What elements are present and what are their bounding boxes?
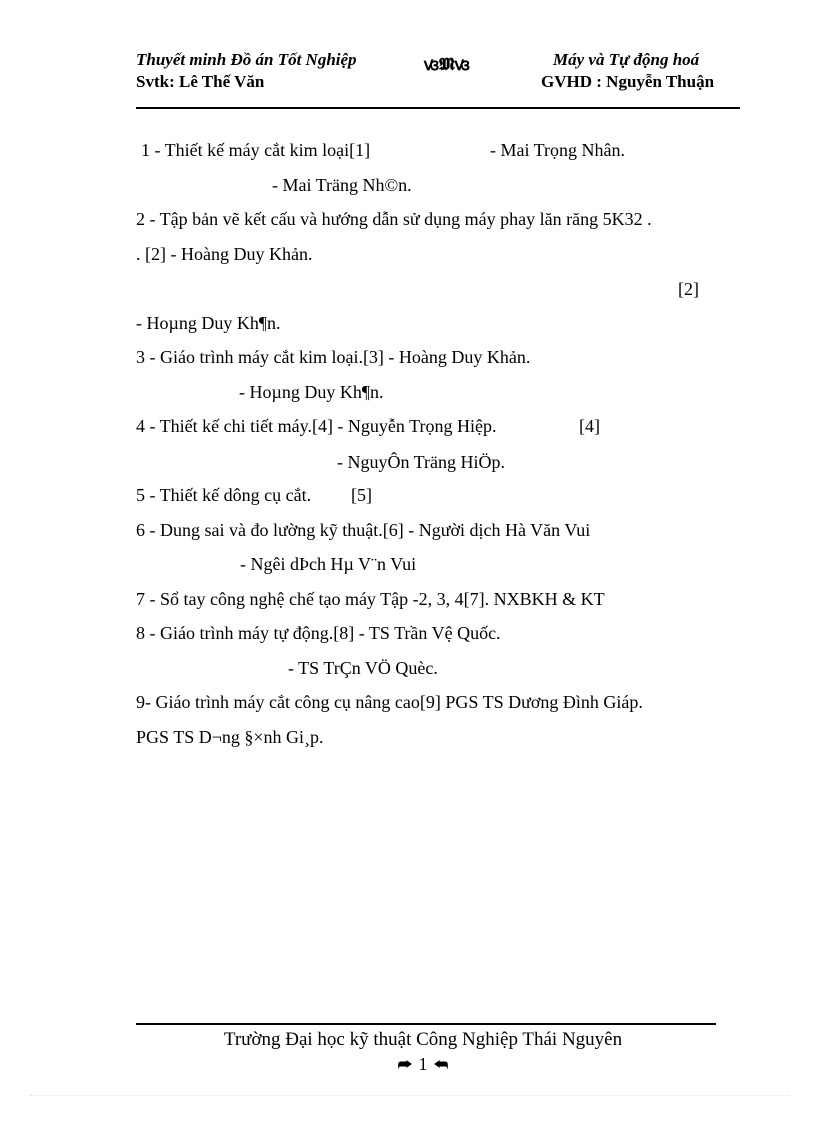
reference-2-author-legacy: - Hoµng Duy Kh¶n. (136, 313, 281, 333)
reference-3-title: 3 - Giáo trình máy cắt kim loại.[3] - Hoàng Duy Khản. (136, 347, 531, 367)
reference-4-title: 4 - Thiết kế chi tiết máy.[4] - Nguyễn Trọng Hiệp. (136, 416, 497, 436)
reference-1-title: 1 - Thiết kế máy cắt kim loại[1] (141, 140, 371, 160)
reference-4-marker: [4] (579, 416, 600, 436)
reference-7-title: 7 - Sổ tay công nghệ chế tạo máy Tập -2, 3, 4[7]. NXBKH & KT (136, 589, 605, 609)
reference-4-author-legacy: - NguyÔn Träng HiÖp. (337, 452, 506, 472)
reference-9-author-legacy: PGS TS D¬ng §×nh Gi¸p. (136, 727, 324, 747)
arrow-right-icon: ⮪ (433, 1055, 449, 1074)
header-student-name: Svtk: Lê Thế Văn (136, 72, 265, 91)
footer-divider (136, 1023, 716, 1025)
reference-1-author-legacy: - Mai Träng Nh©n. (272, 175, 412, 195)
reference-2-author: . [2] - Hoàng Duy Khản. (136, 244, 313, 264)
reference-6-author-legacy: - Ngêi dÞch Hµ V¨n Vui (240, 554, 417, 574)
footer-page-indicator (0, 1054, 816, 1075)
reference-5-title: 5 - Thiết kế dông cụ cắt. (136, 485, 312, 505)
header-divider (136, 107, 740, 109)
page-number: 1 (418, 1054, 428, 1074)
header-ornament-icon: ꟃ𝕸ꟃ (424, 55, 470, 74)
reference-8-title: 8 - Giáo trình máy tự động.[8] - TS Trần Vệ Quốc. (136, 623, 501, 643)
reference-3-author-legacy: - Hoµng Duy Kh¶n. (239, 382, 384, 402)
reference-2-title: 2 - Tập bản vẽ kết cấu và hướng dẫn sử dụng máy phay lăn răng 5K32 . (136, 209, 652, 229)
arrow-left-icon: ⮫ (397, 1055, 413, 1074)
footer-school-name: Trường Đại học kỹ thuật Công Nghiệp Thái Nguyên (223, 1029, 623, 1050)
page-bottom-dotted-border (30, 1095, 790, 1096)
reference-9-title: 9- Giáo trình máy cắt công cụ nâng cao[9] PGS TS Dương Đình Giáp. (136, 692, 643, 712)
header-department: Máy và Tự động hoá (553, 50, 700, 69)
reference-6-title: 6 - Dung sai và đo lường kỹ thuật.[6] - Người dịch Hà Văn Vui (136, 520, 591, 540)
header-document-title: Thuyết minh Đồ án Tốt Nghiệp (136, 50, 357, 69)
reference-5-marker: [5] (351, 485, 372, 505)
reference-8-author-legacy: - TS TrÇn VÖ Quèc. (288, 658, 438, 678)
header-supervisor: GVHD : Nguyễn Thuận (541, 72, 715, 91)
reference-2-marker: [2] (678, 279, 699, 299)
reference-1-author: - Mai Trọng Nhân. (490, 140, 626, 160)
